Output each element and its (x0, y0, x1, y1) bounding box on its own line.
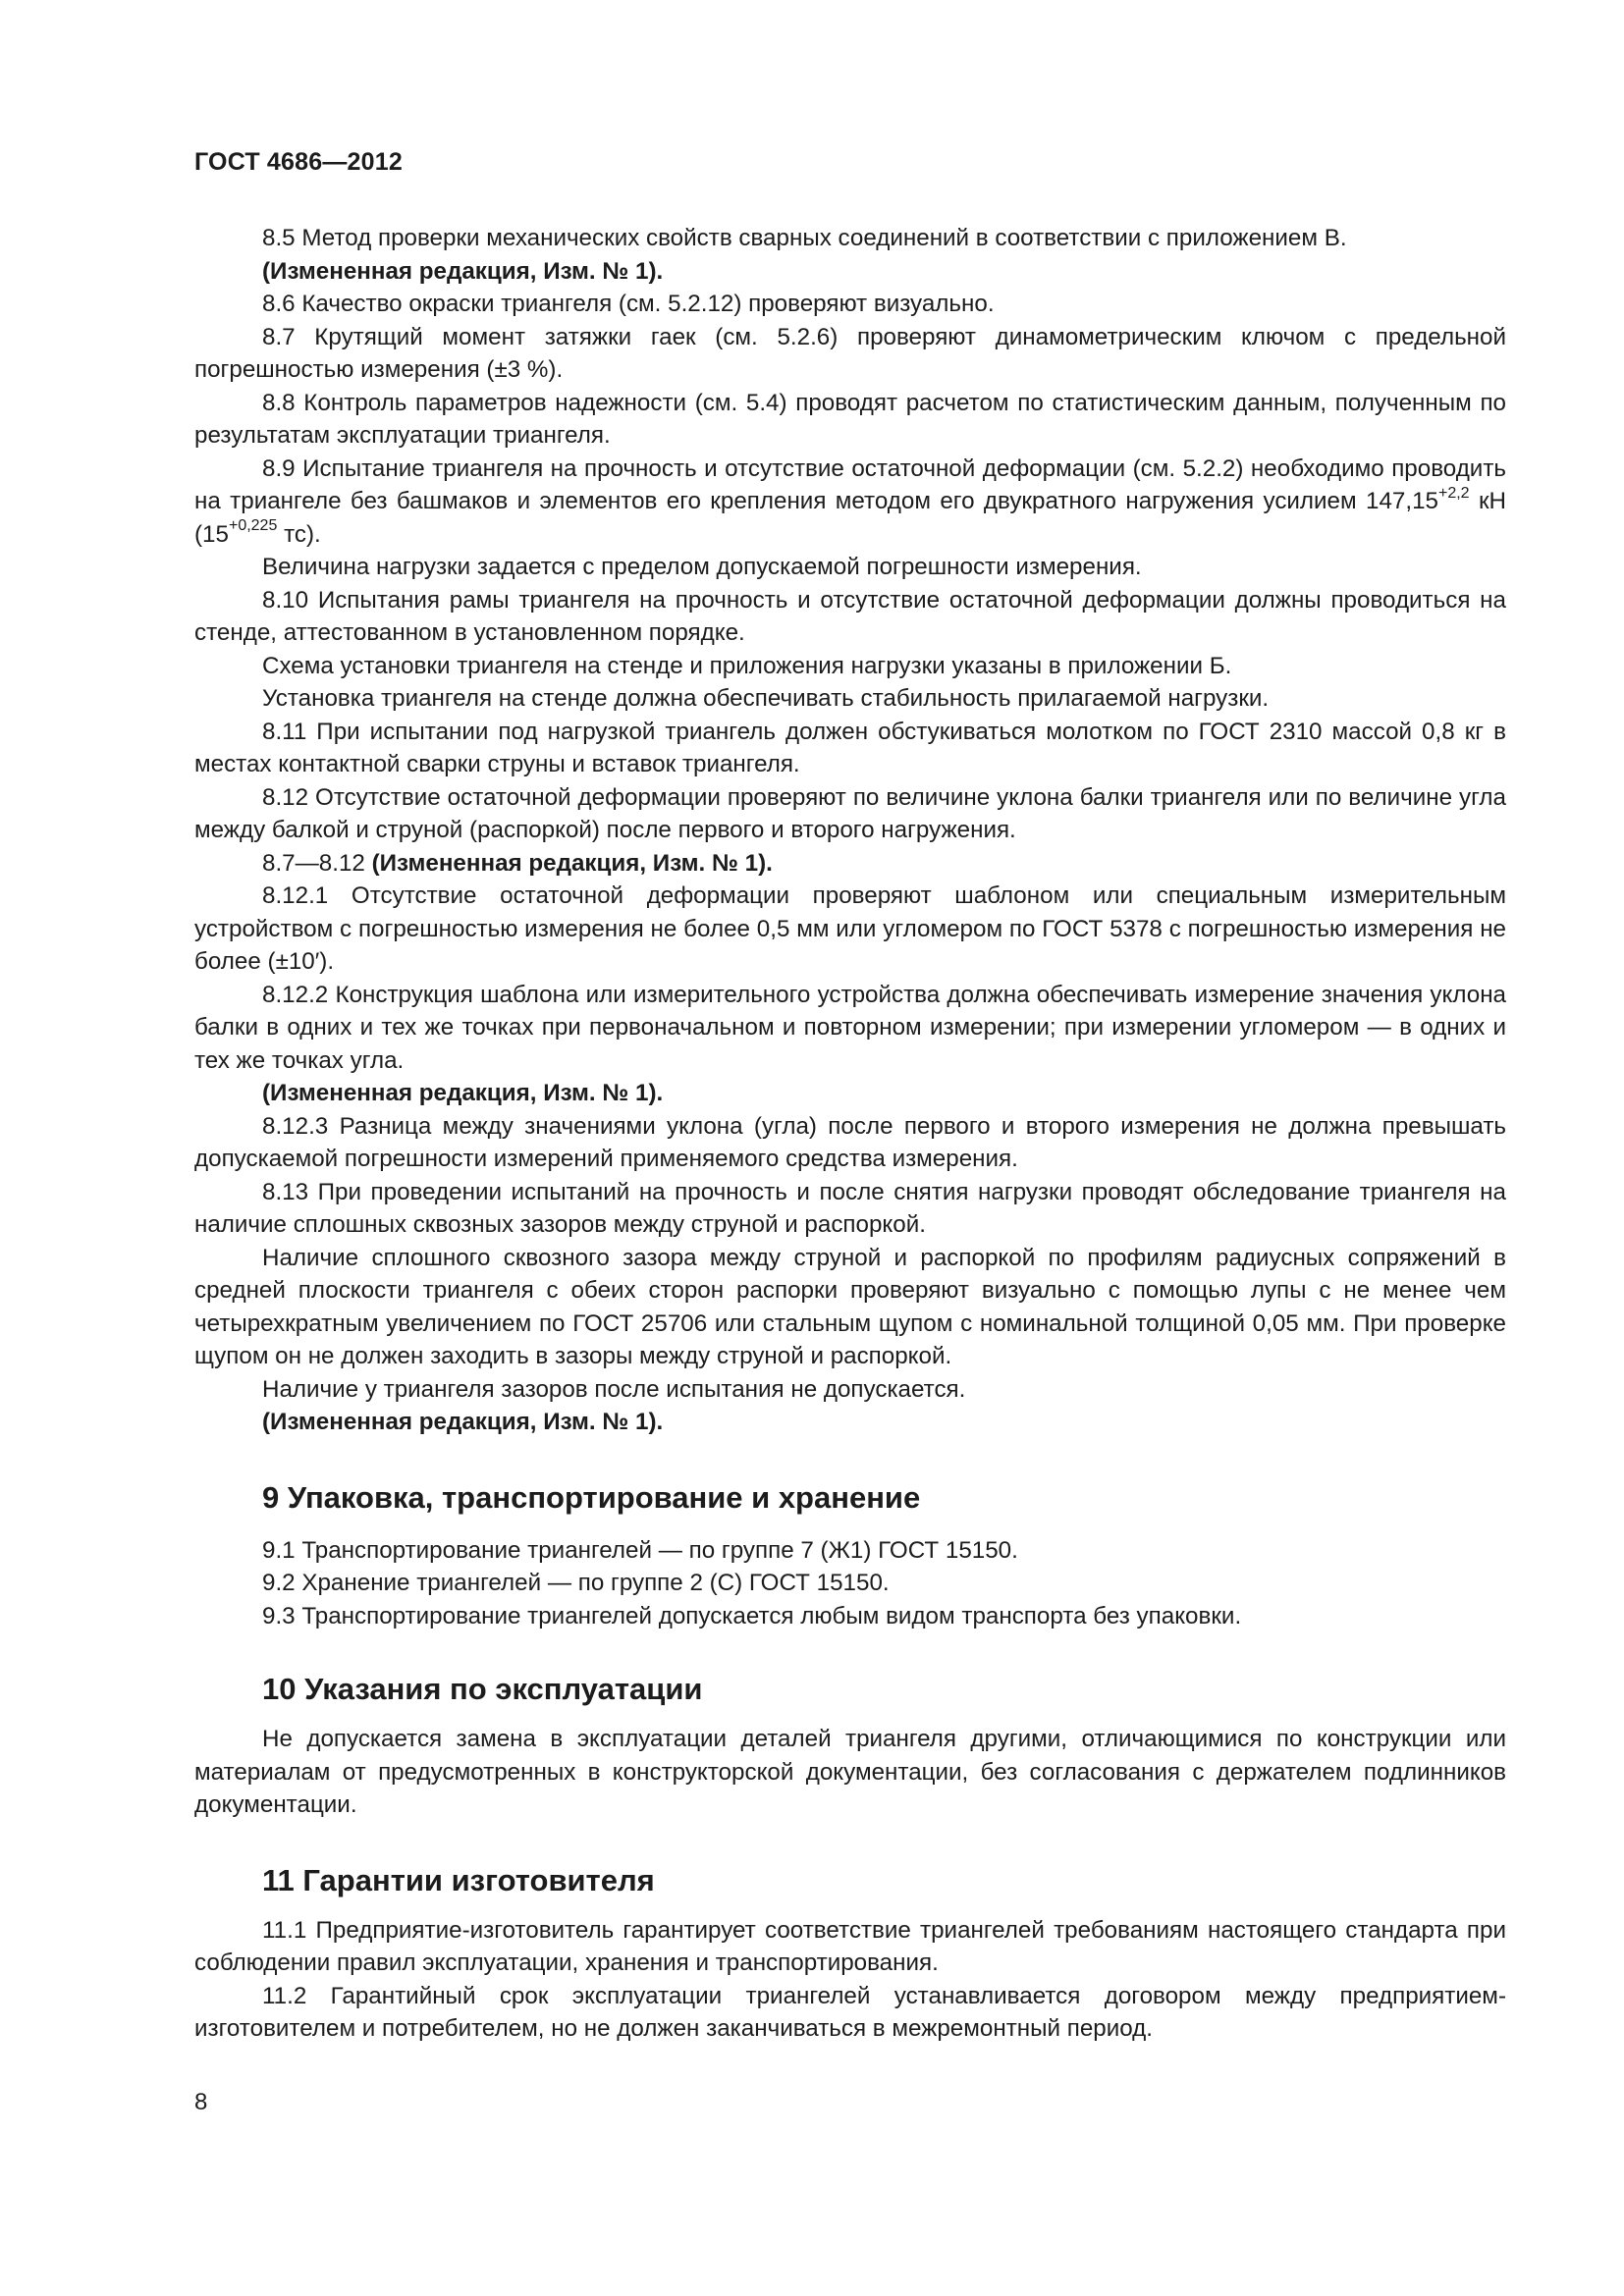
paragraph-8-5: 8.5 Метод проверки механических свойств сварных соединений в соответствии с приложением В. (262, 225, 1347, 251)
paragraph-8-12: 8.12 Отсутствие остаточной деформации проверяют по величине уклона балки триангеля или по величине угла между балкой и струной (распоркой) после первого и второго нагружения. (194, 783, 1506, 843)
paragraph-9-3: 9.3 Транспортирование триангелей допускается любым видом транспорта без упаковки. (262, 1602, 1242, 1629)
paragraph-8-13: 8.13 При проведении испытаний на прочность и после снятия нагрузки проводят обследование триангеля на наличие сплошных сквозных зазоров между струной и распоркой. (194, 1178, 1506, 1238)
page-number: 8 (194, 2089, 208, 2115)
paragraph-8-10: 8.10 Испытания рамы триангеля на прочность и отсутствие остаточной деформации должны проводиться на стенде, аттестованном в установленном порядке. (194, 586, 1506, 646)
standard-header: ГОСТ 4686—2012 (194, 148, 403, 176)
paragraph-8-7: 8.7 Крутящий момент затяжки гаек (см. 5.2.6) проверяют динамометрическим ключом с предельной погрешностью измерения (±3 %). (194, 323, 1506, 383)
revision-note: (Измененная редакция, Изм. № 1). (262, 257, 664, 285)
paragraph-9-1: 9.1 Транспортирование триангелей — по группе 7 (Ж1) ГОСТ 15150. (262, 1536, 1018, 1564)
paragraph-load-accuracy: Величина нагрузки задается с пределом допускаемой погрешности измерения. (262, 554, 1142, 580)
paragraph-8-9-text-a: 8.9 Испытание триангеля на прочность и отсутствие остаточной деформации (см. 5.2.2) необходимо проводить на триангеле без башмаков и элементов его крепления методом его двукратного нагружения усилием 147,15 (194, 454, 1506, 514)
revision-note: (Измененная редакция, Изм. № 1). (371, 849, 773, 877)
paragraph-9-2: 9.2 Хранение триангелей — по группе 2 (С) ГОСТ 15150. (262, 1570, 890, 1596)
paragraph-8-6: 8.6 Качество окраски триангеля (см. 5.2.12) проверяют визуально. (262, 291, 995, 317)
revision-range: 8.7—8.12 (262, 849, 372, 877)
paragraph-test-scheme: Схема установки триангеля на стенде и приложения нагрузки указаны в приложении Б. (262, 652, 1232, 679)
paragraph-8-11: 8.11 При испытании под нагрузкой триангель должен обстукиваться молотком по ГОСТ 2310 массой 0,8 кг в местах контактной сварки струны и вставок триангеля. (194, 718, 1506, 777)
section-10-heading: 10 Указания по эксплуатации (262, 1672, 703, 1706)
paragraph-8-12-2: 8.12.2 Конструкция шаблона или измерительного устройства должна обеспечивать измерение значения уклона балки в одних и тех же точках при первоначальном и повторном измерении; при измерении угломером — в одних и тех же точках угла. (194, 981, 1506, 1074)
paragraph-8-9 (194, 453, 1506, 552)
load-tolerance-tc: +0,225 (228, 517, 278, 535)
paragraph-8-12-1: 8.12.1 Отсутствие остаточной деформации проверяют шаблоном или специальным измерительным устройством с погрешностью измерения не более 0,5 мм или угломером по ГОСТ 5378 с погрешностью измерения не более (±10′). (194, 882, 1506, 975)
paragraph-stand-install: Установка триангеля на стенде должна обеспечивать стабильность прилагаемой нагрузки. (262, 685, 1270, 712)
paragraph-8-9-text-c: тс). (277, 520, 321, 548)
paragraph-8-12-3: 8.12.3 Разница между значениями уклона (угла) после первого и второго измерения не должна превышать допускаемой погрешности измерений применяемого средства измерения. (194, 1112, 1506, 1172)
section-11-heading: 11 Гарантии изготовителя (262, 1862, 655, 1897)
paragraph-gaps-not-allowed: Наличие у триангеля зазоров после испытания не допускается. (262, 1375, 966, 1403)
paragraph-11-2: 11.2 Гарантийный срок эксплуатации триангелей устанавливается договором между предприятием-изготовителем и потребителем, но не должен заканчиваться в межремонтный период. (194, 1982, 1506, 2042)
paragraph-gap-inspection: Наличие сплошного сквозного зазора между струной и распоркой по профилям радиусных сопряжений в средней плоскости триангеля с обеих сторон распорки проверяют визуально с помощью лупы с не менее чем четырехкратным увеличением по ГОСТ 25706 или стальным щупом с номинальной толщиной 0,05 мм. При проверке щупом он не должен заходить в зазоры между струной и распоркой. (194, 1244, 1506, 1369)
revision-note: (Измененная редакция, Изм. № 1). (262, 1080, 664, 1106)
paragraph-11-1: 11.1 Предприятие-изготовитель гарантирует соответствие триангелей требованиям настоящего стандарта при соблюдении правил эксплуатации, хранения и транспортирования. (194, 1916, 1506, 1976)
revision-note: (Измененная редакция, Изм. № 1). (262, 1409, 664, 1435)
document-body (194, 222, 1506, 2046)
paragraph-8-9-text-b: кН (15 (194, 488, 1506, 548)
paragraph-8-8: 8.8 Контроль параметров надежности (см. 5.4) проводят расчетом по статистическим данным, полученным по результатам эксплуатации триангеля. (194, 389, 1506, 449)
load-tolerance-kn: +2,2 (1437, 484, 1470, 502)
section-9-heading: 9 Упаковка, транспортирование и хранение (262, 1479, 921, 1515)
paragraph-10: Не допускается замена в эксплуатации деталей триангеля другими, отличающимися по конструкции или материалам от предусмотренных в конструкторской документации, без согласования с держателем подлинников документации. (194, 1726, 1506, 1818)
paragraph-8-7-8-12-revision (194, 847, 1506, 881)
